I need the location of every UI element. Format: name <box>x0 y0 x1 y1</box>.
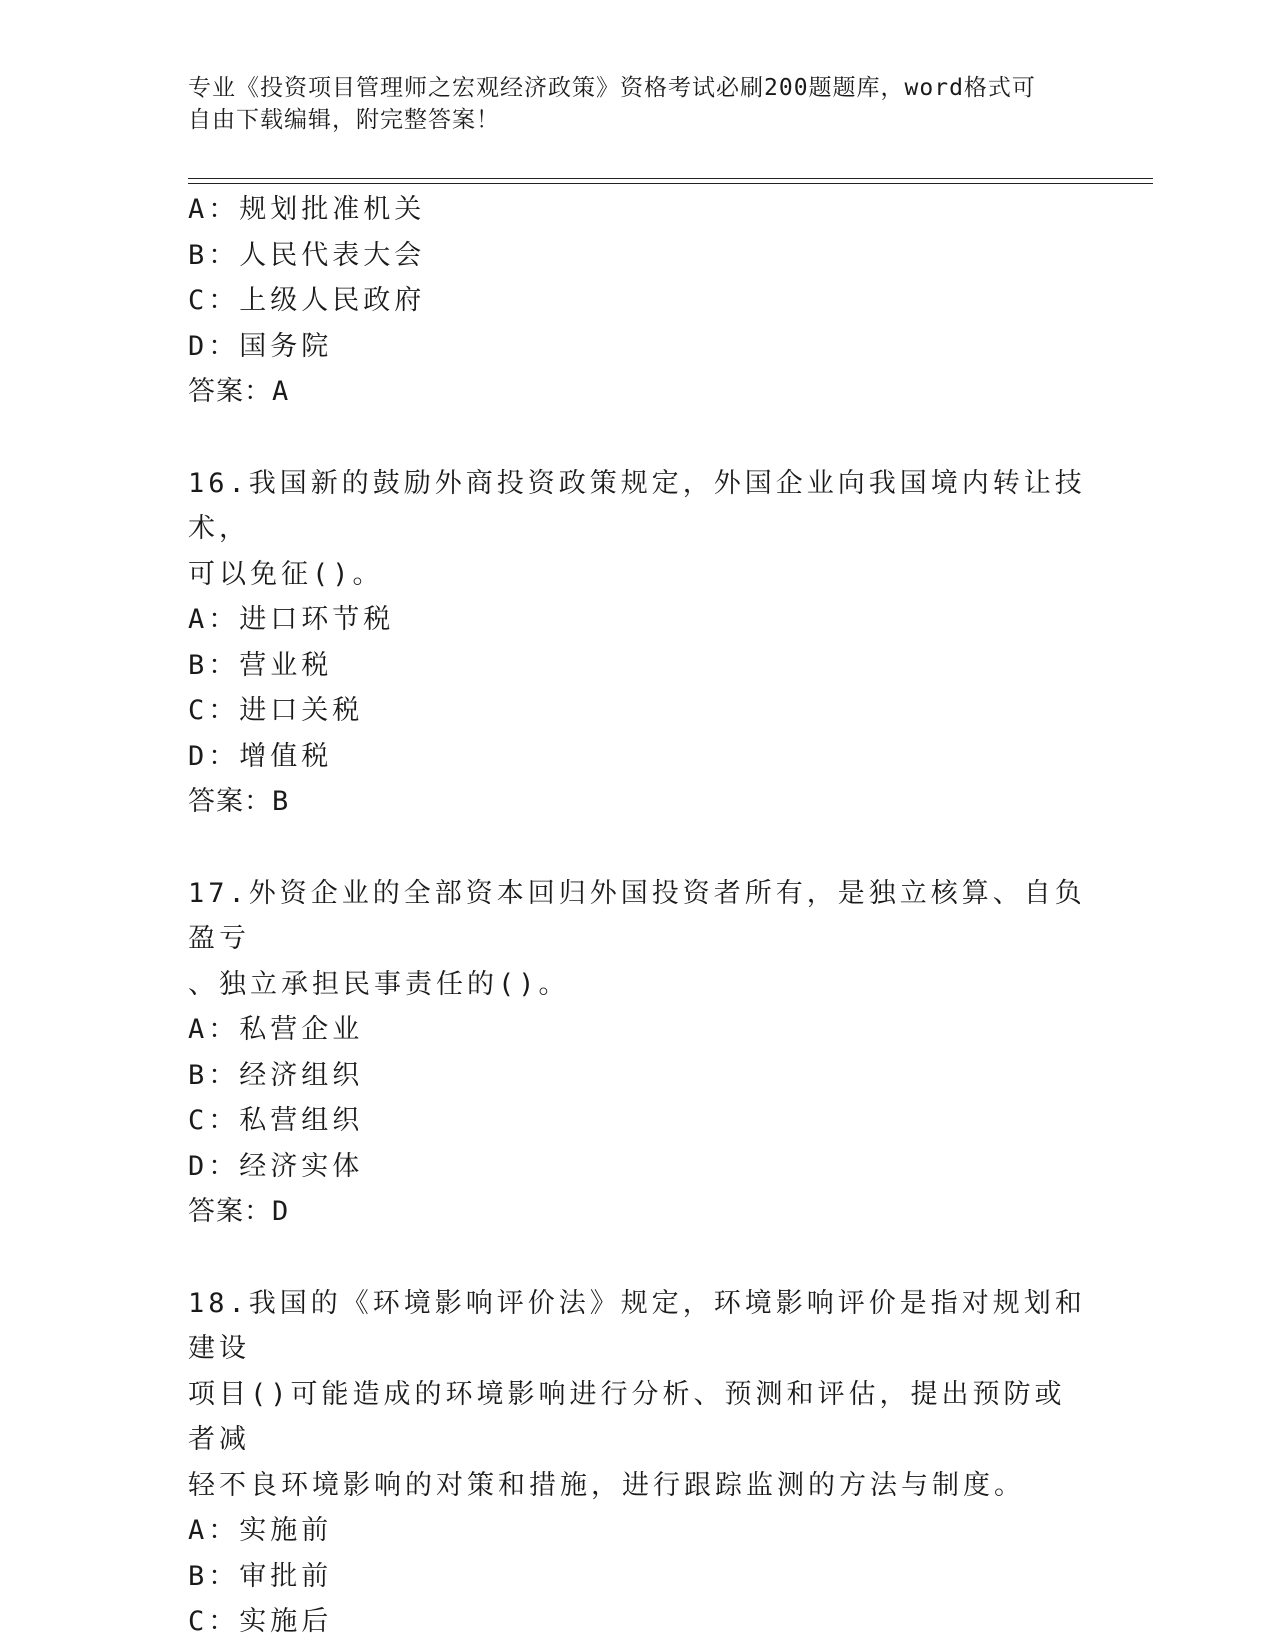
option-b: B：审批前 <box>188 1560 333 1592</box>
option-b: B：经济组织 <box>188 1059 364 1091</box>
question-stem-line-2: 项目()可能造成的环境影响进行分析、预测和评估，提出预防或者减 <box>188 1378 1066 1455</box>
option-a: A：实施前 <box>188 1515 333 1546</box>
option-c: C：进口关税 <box>188 695 364 726</box>
question-stem-line-1: 18.我国的《环境影响评价法》规定，环境影响评价是指对规划和建设 <box>188 1287 1086 1364</box>
question-18 <box>188 1281 1088 1645</box>
header-line-2: 自由下载编辑，附完整答案！ <box>188 107 500 133</box>
header-divider-bottom <box>188 183 1153 184</box>
option-c: C：上级人民政府 <box>188 285 426 316</box>
option-a: A：私营企业 <box>188 1014 364 1045</box>
option-d: D：增值税 <box>188 740 333 772</box>
answer: 答案：D <box>188 1196 290 1227</box>
question-15 <box>188 187 1088 415</box>
header-divider-top <box>188 178 1153 179</box>
question-stem-line-1: 16.我国新的鼓励外商投资政策规定，外国企业向我国境内转让技术， <box>188 467 1086 544</box>
question-stem-line-2: 、独立承担民事责任的()。 <box>188 968 570 1000</box>
option-b: B：营业税 <box>188 649 333 681</box>
option-d: D：经济实体 <box>188 1150 364 1182</box>
question-17 <box>188 871 1088 1235</box>
header-line-1: 专业《投资项目管理师之宏观经济政策》资格考试必刷200题题库，word格式可 <box>188 75 1036 101</box>
answer: 答案：B <box>188 786 290 817</box>
question-stem-line-1: 17.外资企业的全部资本回归外国投资者所有，是独立核算、自负盈亏 <box>188 877 1086 954</box>
document-header <box>188 72 1068 136</box>
answer: 答案：A <box>188 376 290 407</box>
option-c: C：实施后 <box>188 1606 333 1637</box>
option-d: D：国务院 <box>188 330 333 362</box>
question-stem-line-3: 轻不良环境影响的对策和措施，进行跟踪监测的方法与制度。 <box>188 1469 1025 1501</box>
question-stem-line-2: 可以免征()。 <box>188 558 384 590</box>
option-b: B：人民代表大会 <box>188 239 426 271</box>
question-16 <box>188 461 1088 825</box>
option-a: A：规划批准机关 <box>188 194 426 225</box>
option-a: A：进口环节税 <box>188 604 395 635</box>
option-c: C：私营组织 <box>188 1105 364 1136</box>
question-list <box>188 187 1088 1645</box>
